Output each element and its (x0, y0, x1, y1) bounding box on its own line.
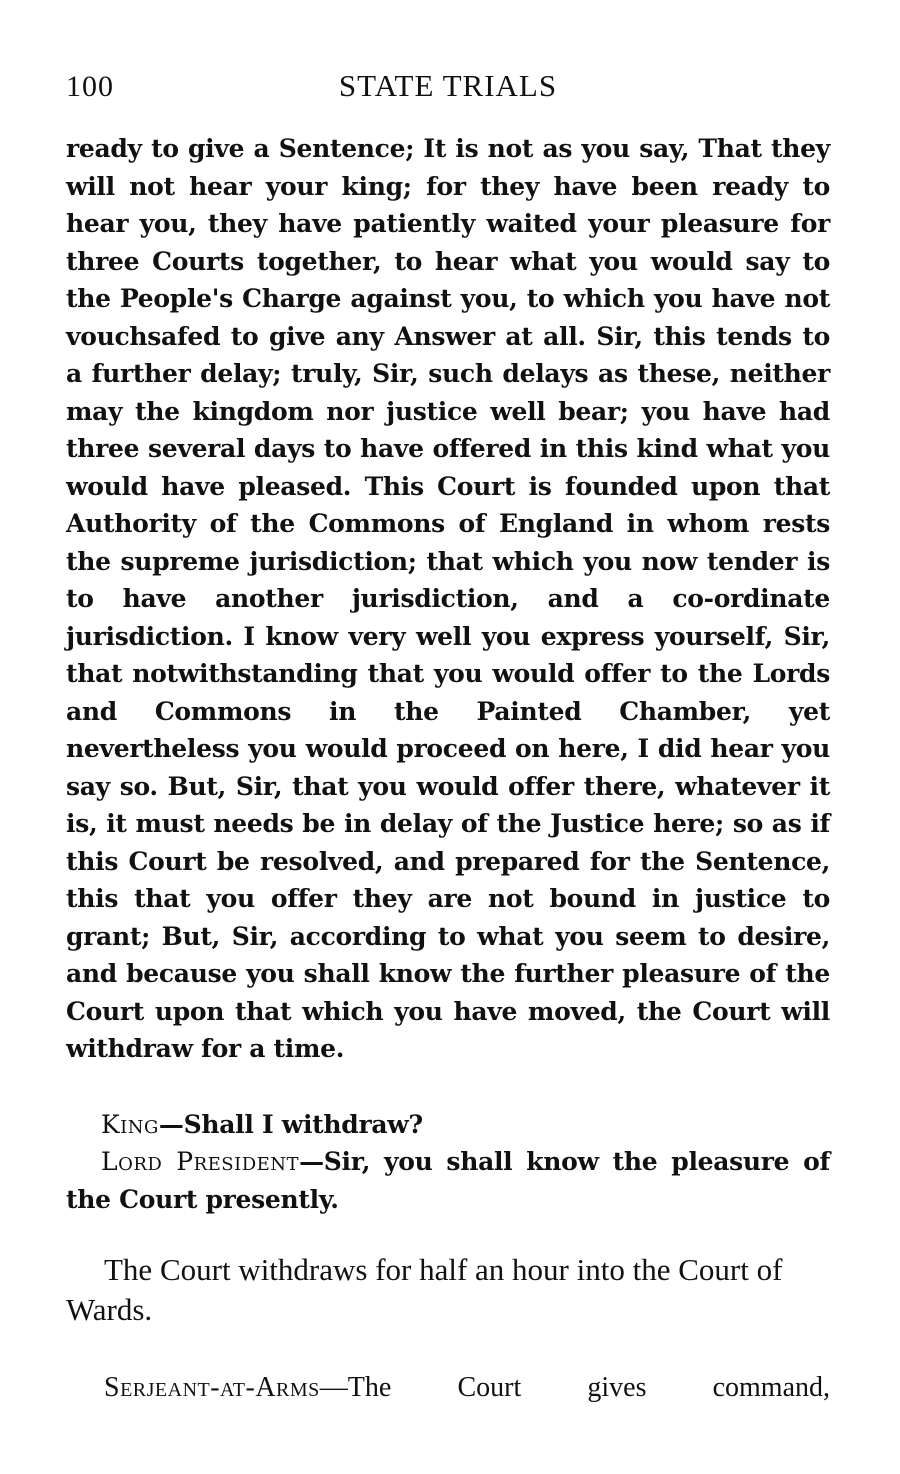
dialogue-text-lord-president: —Sir, you shall know the pleasure of the Court presently. (66, 1147, 830, 1214)
running-title: STATE TRIALS (338, 68, 558, 103)
page-number: 100 (66, 70, 114, 103)
speaker-serjeant-at-arms: Serjeant-at-Arms (104, 1372, 320, 1403)
dialogue-line-serjeant (66, 1368, 830, 1408)
dialogue-text-serjeant: —The Court gives command, (319, 1372, 830, 1403)
page-header (66, 68, 830, 108)
dialogue-text-king: —Shall I withdraw? (158, 1110, 423, 1139)
speaker-lord-president: Lord President (101, 1147, 300, 1176)
stage-narration: The Court withdraws for half an hour into the Court of Wards. (66, 1252, 783, 1327)
dialogue-line-lord-president (66, 1143, 830, 1218)
dialogue-line-king (66, 1106, 830, 1144)
body-paragraph: ready to give a Sentence; It is not as you say, That they will not hear your king; for they have been ready to hear you, they have patiently waited your pleasure for three Courts together, to hear what you would say to the People's Charge against you, to which you have not vouchsafed to give any Answer at all. Sir, this tends to a further delay; truly, Sir, such delays as these, neither may the kingdom nor justice well bear; you have had three several days to have offered in this kind what you would have pleased. This Court is founded upon that Authority of the Commons of England in whom rests the supreme jurisdiction; that which you now tender is to have another jurisdiction, and a co-ordinate jurisdiction. I know very well you express yourself, Sir, that notwithstanding that you would offer to the Lords and Commons in the Painted Chamber, yet nevertheless you would proceed on here, I did hear you say so. But, Sir, that you would offer there, whatever it is, it must needs be in delay of the Justice here; so as if this Court be resolved, and prepared for the Sentence, this that you offer they are not bound in justice to grant; But, Sir, according to what you seem to desire, and because you shall know the further pleasure of the Court upon that which you have moved, the Court will withdraw for a time. (66, 134, 830, 1063)
speaker-king: King (101, 1110, 159, 1139)
